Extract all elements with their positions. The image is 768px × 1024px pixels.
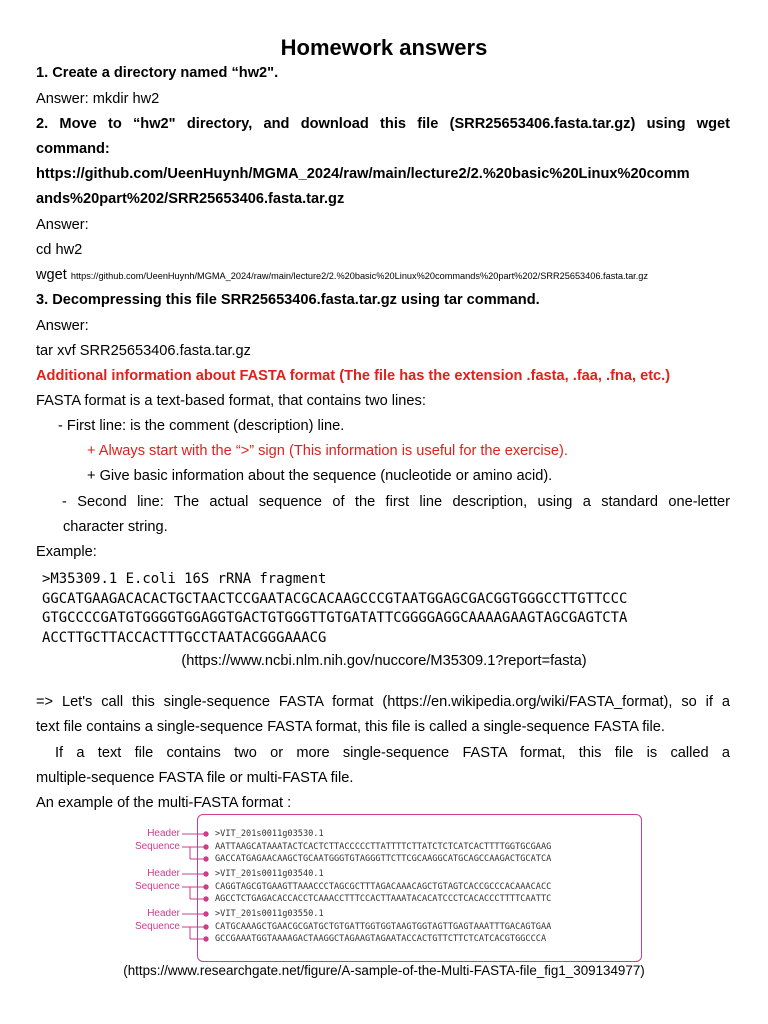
page-title: Homework answers: [280, 35, 488, 60]
example-label: Example:: [36, 544, 97, 560]
example-fasta-header: >M35309.1 E.coli 16S rRNA fragment: [42, 571, 327, 587]
example-source: (https://www.ncbi.nlm.nih.gov/nuccore/M35309.1?report=fasta): [181, 653, 587, 669]
answer-2-wget-command: [36, 266, 730, 285]
multi-fasta-figure: [128, 814, 644, 962]
figure-source: (https://www.researchgate.net/figure/A-sample-of-the-Multi-FASTA-file_fig1_309134977): [123, 963, 645, 978]
figure-header-label-2: Header: [147, 868, 180, 879]
figure-header-label-3: Header: [147, 908, 180, 919]
summary-paragraph-1-line-2: text file contains a single-sequence FASTA format, this file is called a single-sequence FASTA file.: [36, 719, 665, 735]
example-fasta-seq-1: GGCATGAAGACACACTGCTAACTCCGAATACGCACAAGCCCGTAATGGAGCGACGGTGGGCCTTGTTCCC: [42, 591, 628, 607]
figure-record-3-seq-2: GCCGAAATGGTAAAAGACTAAGGCTAGAAGTAGAATACCACTGTTCTTCTCATCACGTGGCCCA: [215, 934, 547, 944]
wget-word: wget: [36, 267, 67, 283]
figure-record-1-header: >VIT_201s0011g03530.1: [215, 829, 324, 839]
summary-paragraph-2-line-2: multiple-sequence FASTA file or multi-FASTA file.: [36, 770, 354, 786]
example-fasta-seq-3: ACCTTGCTTACCACTTTGCCTAATACGGGAAACG: [42, 630, 327, 646]
summary-paragraph-1-line-1: => Let's call this single-sequence FASTA format (https://en.wikipedia.org/wiki/FASTA_format), so if a: [36, 694, 730, 710]
fasta-bullet-2: + Give basic information about the sequence (nucleotide or amino acid).: [87, 468, 553, 484]
figure-sequence-label-1: Sequence: [134, 841, 180, 852]
question-2-line-2: command:: [36, 141, 110, 157]
question-2-url-line-2: ands%20part%202/SRR25653406.fasta.tar.gz: [36, 191, 345, 207]
answer-2-cd-command: cd hw2: [36, 242, 83, 258]
fasta-first-line: - First line: is the comment (description) line.: [58, 418, 345, 434]
figure-header-label-1: Header: [147, 828, 180, 839]
question-1: 1. Create a directory named “hw2".: [36, 65, 279, 81]
multi-fasta-example-label: An example of the multi-FASTA format :: [36, 795, 292, 811]
figure-record-3-seq-1: CATGCAAAGCTGAACGCGATGCTGTGATTGGTGGTAAGTGGTAGTTGAGTAAATTTGACAGTGAA: [215, 922, 552, 932]
example-fasta-seq-2: GTGCCCCGATGTGGGGTGGAGGTGACTGTGGGTTGTGATATTCGGGGAGGCAAAAGAAGTAGCGAGTCTA: [42, 610, 628, 626]
fasta-second-line-1: - Second line: The actual sequence of the first line description, using a standard one-letter: [62, 494, 730, 510]
question-2-line-1: 2. Move to “hw2" directory, and download this file (SRR25653406.fasta.tar.gz) using wget: [36, 116, 730, 132]
wget-url: https://github.com/UeenHuynh/MGMA_2024/raw/main/lecture2/2.%20basic%20Linux%20commands%20part%202/SRR25653406.fasta.tar.gz: [70, 271, 648, 281]
figure-sequence-label-2: Sequence: [134, 881, 180, 892]
figure-sequence-label-3: Sequence: [134, 921, 180, 932]
fasta-bullet-1: + Always start with the “>” sign (This information is useful for the exercise).: [87, 443, 568, 459]
figure-record-2-header: >VIT_201s0011g03540.1: [215, 869, 324, 879]
summary-paragraph-2-line-1: If a text file contains two or more single-sequence FASTA format, this file is called a: [55, 745, 730, 761]
answer-1: Answer: mkdir hw2: [36, 91, 160, 107]
answer-3-tar-command: tar xvf SRR25653406.fasta.tar.gz: [36, 343, 251, 359]
question-2-url-line-1: https://github.com/UeenHuynh/MGMA_2024/raw/main/lecture2/2.%20basic%20Linux%20comm: [36, 166, 690, 182]
fasta-info-heading: Additional information about FASTA format (The file has the extension .fasta, .faa, .fna, etc.): [36, 368, 671, 384]
figure-record-2-seq-2: AGCCTCTGAGACACCACCTCAAACCTTTCCACTTAAATACACATCCCTCACACCCTTTTCAATTC: [215, 894, 552, 904]
question-3: 3. Decompressing this file SRR25653406.fasta.tar.gz using tar command.: [36, 292, 540, 308]
answer-2-label: Answer:: [36, 217, 89, 233]
figure-record-2-seq-1: CAGGTAGCGTGAAGTTAAACCCTAGCGCTTTAGACAAACAGCTGTAGTCACCGCCCACAAACACC: [215, 882, 552, 892]
answer-3-label: Answer:: [36, 318, 89, 334]
fasta-info-intro: FASTA format is a text-based format, that contains two lines:: [36, 393, 426, 409]
figure-record-1-seq-1: AATTAAGCATAAATACTCACTCTTACCCCCTTATTTTCTTATCTCTCATCACTTTTGGTGCGAAG: [215, 842, 552, 852]
figure-record-1-seq-2: GACCATGAGAACAAGCTGCAATGGGTGTAGGGTTCTTCGCAAGGCATGCAGCCAAGACTGCATCA: [215, 854, 552, 864]
fasta-second-line-2: character string.: [63, 519, 168, 535]
figure-record-3-header: >VIT_201s0011g03550.1: [215, 909, 324, 919]
